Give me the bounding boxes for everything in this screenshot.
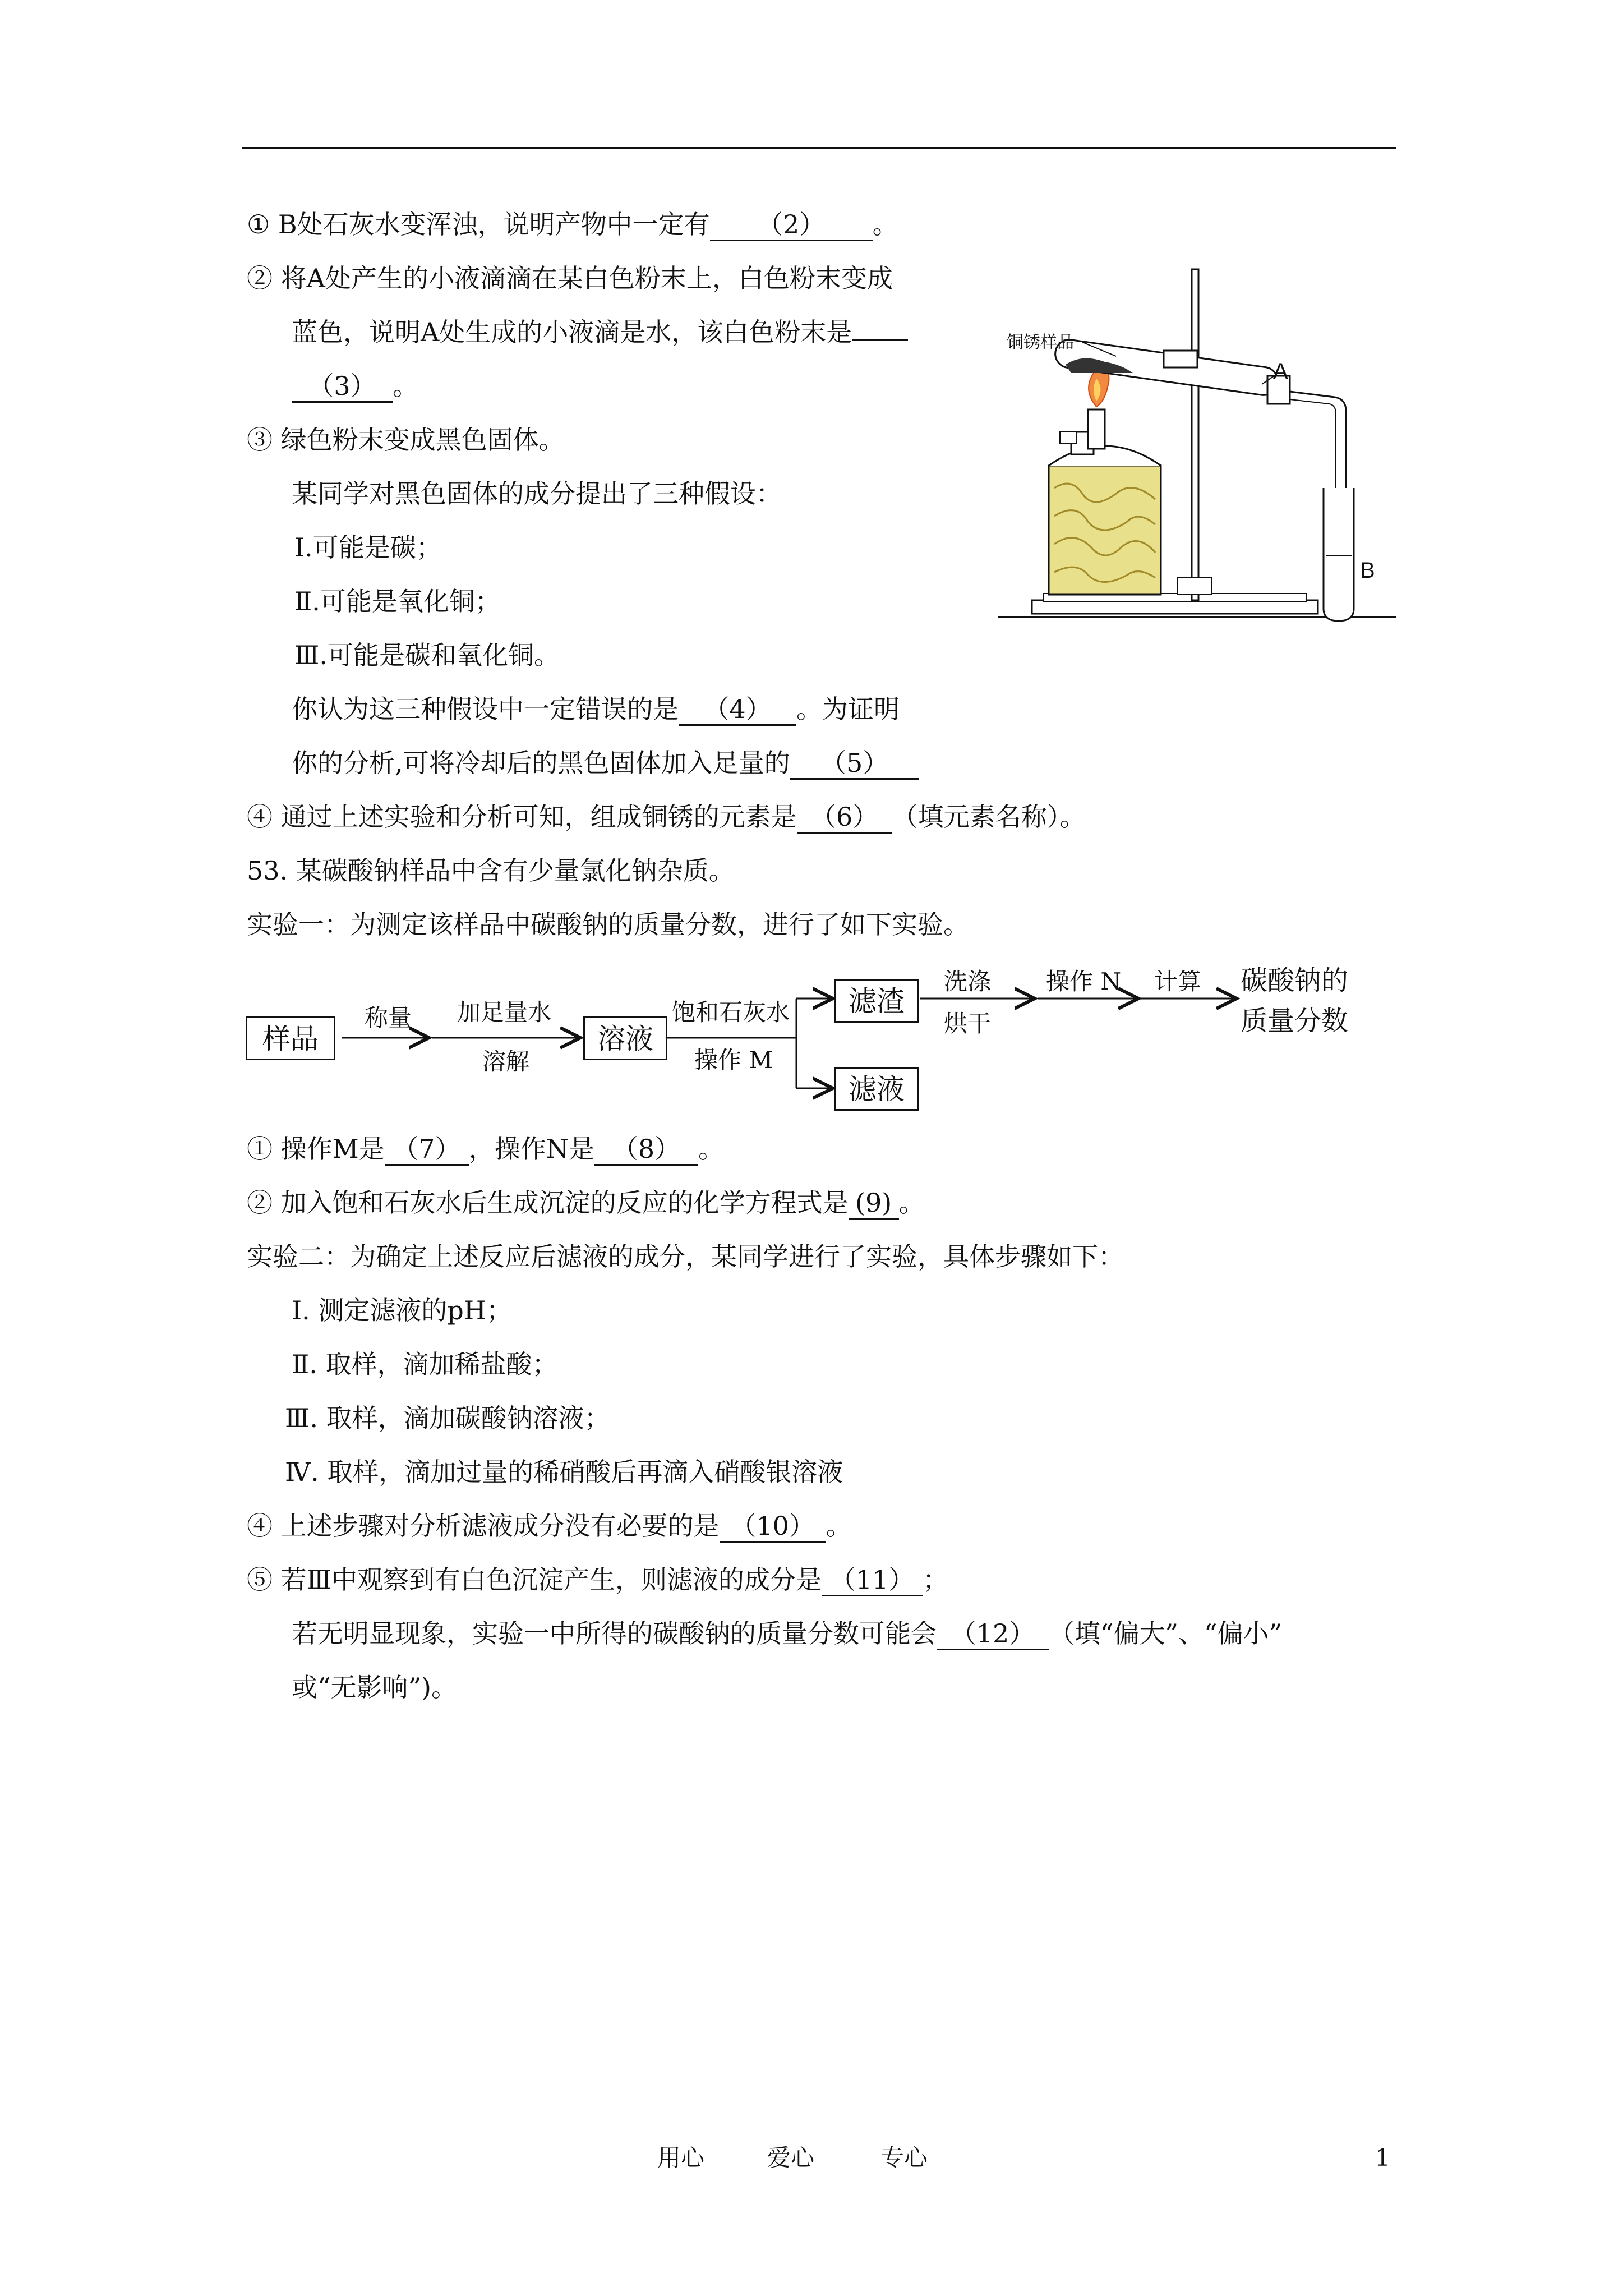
- q53-part-5-line2: [292, 1617, 1282, 1650]
- punct: 。: [872, 209, 898, 240]
- question-text: ① B处石灰水变浑浊，说明产物中一定有: [247, 209, 710, 240]
- sample-label: 铜锈样品: [1007, 333, 1074, 352]
- burner-knob: [1060, 432, 1077, 443]
- punct: 。: [898, 1188, 925, 1218]
- question-text: （填“偏大”、“偏小”: [1049, 1618, 1283, 1649]
- question-line-3: [292, 315, 908, 349]
- question-text: 你的分析,可将冷却后的黑色固体加入足量的: [292, 748, 790, 778]
- hypothesis-3: Ⅲ.可能是碳和氧化铜。: [294, 640, 560, 670]
- step-1: Ⅰ. 测定滤液的pH；: [292, 1295, 512, 1326]
- question-line-2: ② 将A处产生的小液滴滴在某白色粉末上，白色粉末变成: [247, 263, 893, 293]
- question-text: ① 操作M是: [247, 1134, 385, 1164]
- answer-blank-10[interactable]: （10）: [720, 1511, 826, 1543]
- step-4: Ⅳ. 取样，滴加过量的稀硝酸后再滴入硝酸银溶液: [285, 1457, 843, 1487]
- flow-box-solution: 溶液: [583, 1016, 667, 1060]
- label-a: A: [1273, 359, 1288, 384]
- punct: ；: [922, 1565, 948, 1595]
- flow-box-filtrate: 滤液: [834, 1067, 919, 1111]
- question-text: （填元素名称）。: [892, 802, 1086, 832]
- answer-blank-12[interactable]: （12）: [937, 1618, 1049, 1650]
- answer-blank-9[interactable]: (9): [849, 1188, 899, 1220]
- exp1-intro: 实验一：为测定该样品中碳酸钠的质量分数，进行了如下实验。: [247, 909, 969, 940]
- step-2: Ⅱ. 取样，滴加稀盐酸；: [292, 1349, 558, 1379]
- question-line-1: [247, 208, 898, 241]
- rod-foot: [1178, 578, 1211, 595]
- answer-blank-2[interactable]: （2）: [710, 209, 873, 241]
- flow-label-dry: 烘干: [944, 1010, 992, 1037]
- header-rule: [242, 147, 1396, 149]
- flow-label-calc: 计算: [1154, 968, 1202, 995]
- question-text: 蓝色，说明A处生成的小液滴是水，该白色粉末是: [292, 317, 852, 347]
- flow-box-residue: 滤渣: [834, 979, 919, 1023]
- stand-rod: [1192, 269, 1198, 600]
- answer-blank-6[interactable]: （6）: [797, 802, 892, 834]
- flow-box-sample: 样品: [246, 1016, 335, 1060]
- answer-blank-5[interactable]: （5）: [790, 748, 919, 780]
- answer-blank-3-start: [852, 339, 908, 341]
- test-tube-b: [1324, 488, 1354, 621]
- question-text: ，操作N是: [468, 1134, 594, 1164]
- hypothesis-1: Ⅰ.可能是碳；: [294, 532, 442, 563]
- question-text: ④ 上述步骤对分析滤液成分没有必要的是: [247, 1511, 720, 1541]
- question-text: ⑤ 若Ⅲ中观察到有白色沉淀产生，则滤液的成分是: [247, 1565, 822, 1595]
- question-line-9: [247, 800, 1086, 834]
- answer-blank-8[interactable]: （8）: [594, 1134, 698, 1166]
- stand-base: [1032, 600, 1318, 614]
- question-line-6: 某同学对黑色固体的成分提出了三种假设：: [292, 478, 782, 509]
- question-text: ② 加入饱和石灰水后生成沉淀的反应的化学方程式是: [247, 1188, 849, 1218]
- question-line-4: [292, 369, 418, 403]
- question-text: ④ 通过上述实验和分析可知，组成铜锈的元素是: [247, 802, 797, 832]
- q53-title: 53. 某碳酸钠样品中含有少量氯化钠杂质。: [247, 855, 735, 886]
- question-text: 若无明显现象，实验一中所得的碳酸钠的质量分数可能会: [292, 1618, 937, 1649]
- flow-label-wash: 洗涤: [944, 968, 992, 995]
- flow-label-weigh: 称量: [365, 1004, 412, 1032]
- flow-label-dissolve: 溶解: [482, 1048, 530, 1075]
- apparatus-diagram: [993, 264, 1396, 623]
- flow-label-add-water: 加足量水: [457, 999, 552, 1026]
- flow-label-op-m: 操作 M: [694, 1046, 773, 1074]
- step-3: Ⅲ. 取样，滴加碳酸钠溶液；: [285, 1403, 610, 1433]
- punct: 。: [393, 371, 418, 401]
- flow-label-limewater: 饱和石灰水: [672, 999, 790, 1026]
- punct: 。: [826, 1511, 852, 1541]
- label-b: B: [1360, 558, 1375, 583]
- clamp: [1164, 351, 1197, 367]
- flow-label-op-n: 操作 N: [1046, 968, 1122, 995]
- answer-blank-4[interactable]: （4）: [679, 694, 796, 726]
- q53-part-1: [247, 1132, 724, 1166]
- burner-tube: [1088, 409, 1105, 449]
- q53-part-2: [247, 1186, 925, 1220]
- answer-blank-11[interactable]: （11）: [822, 1565, 923, 1596]
- page-number: 1: [1375, 2144, 1390, 2171]
- answer-blank-3[interactable]: （3）: [292, 371, 393, 403]
- footer-motto-3: 专心: [880, 2144, 928, 2171]
- q53-part-5-line3: 或“无影响”)。: [292, 1672, 457, 1703]
- question-text: 你认为这三种假设中一定错误的是: [292, 694, 679, 724]
- footer-motto-2: 爱心: [767, 2144, 815, 2171]
- question-text: 。为证明: [796, 694, 900, 724]
- flow-result-line2: 质量分数: [1241, 1005, 1349, 1037]
- question-line-5: ③ 绿色粉末变成黑色固体。: [247, 425, 565, 455]
- answer-blank-7[interactable]: （7）: [385, 1134, 469, 1166]
- question-line-8: [292, 746, 919, 780]
- q53-part-5: [247, 1563, 948, 1596]
- punct: 。: [698, 1134, 724, 1164]
- footer-motto-1: 用心: [657, 2144, 705, 2171]
- hypothesis-2: Ⅱ.可能是氧化铜；: [294, 586, 501, 616]
- exp2-intro: 实验二：为确定上述反应后滤液的成分，某同学进行了实验，具体步骤如下：: [247, 1241, 1124, 1272]
- flow-result-line1: 碳酸钠的: [1241, 965, 1349, 996]
- q53-part-4: [247, 1509, 852, 1543]
- question-line-7: [292, 692, 900, 726]
